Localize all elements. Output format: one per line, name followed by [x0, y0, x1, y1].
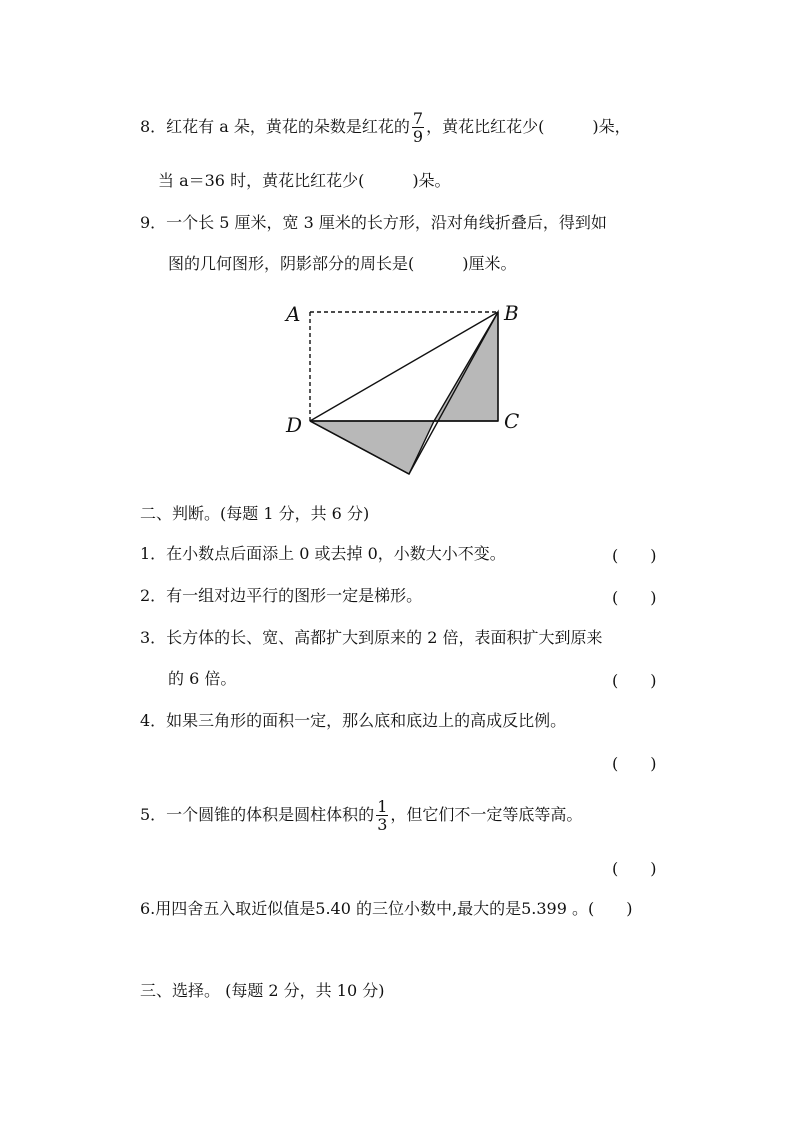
q8-line1: 8．红花有 a 朵，黄花的朵数是红花的 $\frac{7}{9}$ ，黄花比红花少( )朵，: [140, 109, 631, 146]
judge-item-3-line2: 的 6 倍。: [168, 669, 237, 688]
judge-item-1: 1．在小数点后面添上 0 或去掉 0，小数大小不变。: [140, 544, 506, 563]
q8-line2: 当 a＝36 时，黄花比红花少( )朵。: [158, 171, 451, 190]
answer-bracket-5[interactable]: ( ): [612, 859, 657, 878]
q9-line1: 9．一个长 5 厘米，宽 3 厘米的长方形，沿对角线折叠后，得到如: [140, 213, 607, 232]
judge-item-6: 6.用四舍五入取近似值是5.40 的三位小数中,最大的是5.399 。( ): [140, 899, 633, 918]
answer-bracket-1[interactable]: ( ): [612, 546, 657, 565]
folded-rectangle-figure: [270, 290, 540, 490]
shaded-triangle-bottom: [310, 421, 434, 474]
answer-bracket-3[interactable]: ( ): [612, 671, 657, 690]
fraction-7-9: $\frac{7}{9}$: [412, 109, 424, 146]
judge-item-5: 5．一个圆锥的体积是圆柱体积的 $\frac{1}{3}$ ，但它们不一定等底等高。: [140, 797, 583, 834]
fraction-1-3: $\frac{1}{3}$: [377, 797, 388, 834]
answer-bracket-4[interactable]: ( ): [612, 754, 657, 773]
label-b: B: [504, 301, 519, 325]
q9-line2: 图的几何图形，阴影部分的周长是( )厘米。: [168, 254, 517, 273]
section2-title: 二、判断。(每题 1 分，共 6 分): [140, 504, 370, 523]
label-a: A: [286, 302, 301, 326]
judge-item-4: 4．如果三角形的面积一定，那么底和底边上的高成反比例。: [140, 711, 567, 730]
answer-bracket-2[interactable]: ( ): [612, 588, 657, 607]
label-c: C: [504, 409, 520, 433]
section3-title: 三、选择。 (每题 2 分，共 10 分): [140, 981, 385, 1000]
judge-item-2: 2．有一组对边平行的图形一定是梯形。: [140, 586, 423, 605]
label-d: D: [286, 413, 303, 437]
judge-item-3-line1: 3．长方体的长、宽、高都扩大到原来的 2 倍，表面积扩大到原来: [140, 628, 603, 647]
